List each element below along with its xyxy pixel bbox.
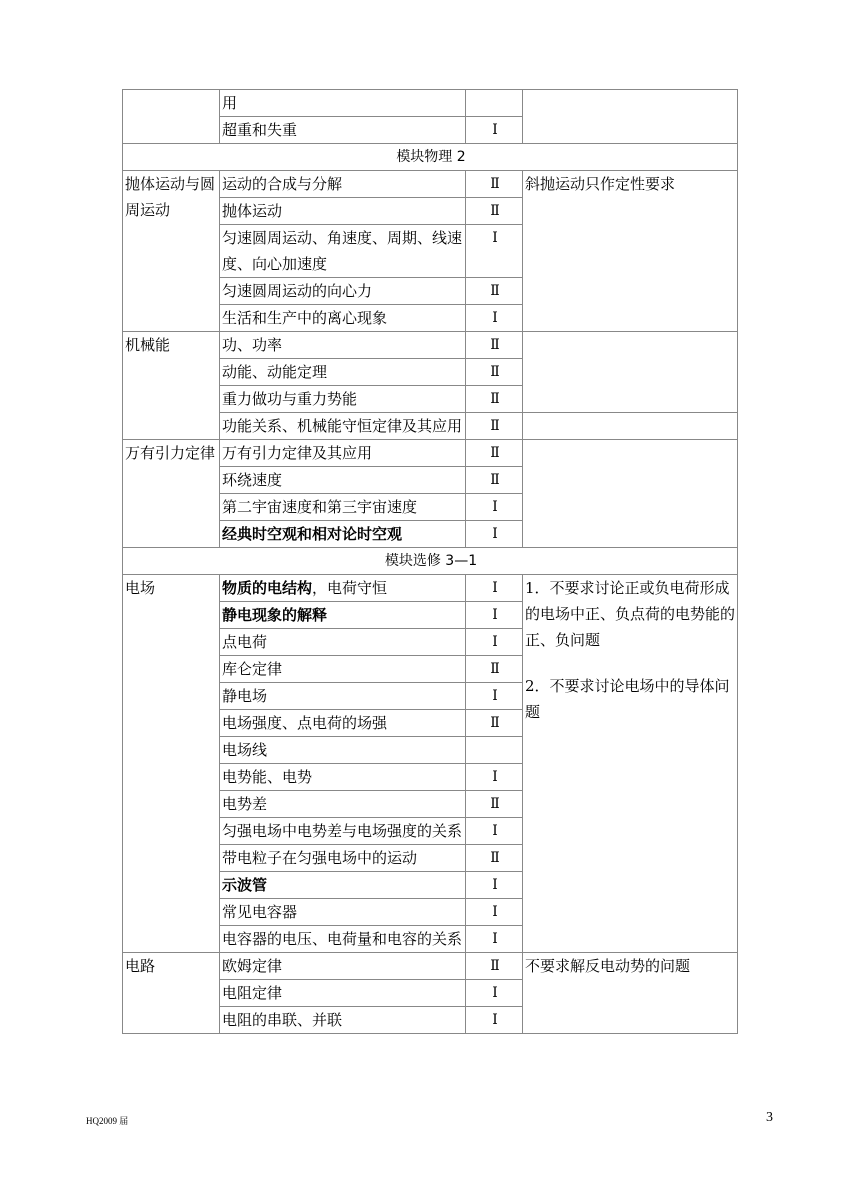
item-bold-text: 物质的电结构 [222, 579, 313, 597]
item-cell: 万有引力定律及其应用 [220, 440, 466, 467]
topic-cell: 万有引力定律 [123, 440, 220, 548]
level-cell: Ⅱ [466, 198, 523, 225]
item-cell: 抛体运动 [220, 198, 466, 225]
item-cell: 匀速圆周运动、角速度、周期、线速度、向心加速度 [220, 225, 466, 278]
item-cell: 电阻的串联、并联 [220, 1007, 466, 1034]
level-cell: Ⅰ [466, 818, 523, 845]
level-cell: Ⅱ [466, 845, 523, 872]
note-paragraph: 1．不要求讨论正或负电荷形成的电场中正、负点荷的电势能的正、负问题 [525, 579, 736, 649]
item-cell: 电势差 [220, 791, 466, 818]
level-cell: Ⅰ [466, 629, 523, 656]
item-cell: 用 [220, 90, 466, 117]
item-cell: 动能、动能定理 [220, 359, 466, 386]
note-paragraph: 2．不要求讨论电场中的导体问题 [525, 677, 730, 721]
table-row [123, 440, 738, 467]
table-row [123, 90, 738, 117]
topic-cell: 电场 [123, 575, 220, 953]
item-cell: 功、功率 [220, 332, 466, 359]
item-cell: 生活和生产中的离心现象 [220, 305, 466, 332]
note-cell [523, 413, 738, 440]
level-cell: Ⅱ [466, 332, 523, 359]
level-cell: Ⅰ [466, 521, 523, 548]
note-cell [523, 332, 738, 413]
level-cell: Ⅰ [466, 872, 523, 899]
topic-cell: 电路 [123, 953, 220, 1034]
note-cell: 不要求解反电动势的问题 [523, 953, 738, 1034]
item-cell: 电阻定律 [220, 980, 466, 1007]
level-cell: Ⅰ [466, 305, 523, 332]
note-cell [523, 90, 738, 144]
item-cell: 示波管 [220, 872, 466, 899]
level-cell [466, 737, 523, 764]
note-cell [523, 575, 738, 953]
level-cell: Ⅰ [466, 494, 523, 521]
item-cell: 匀强电场中电势差与电场强度的关系 [220, 818, 466, 845]
level-cell: Ⅱ [466, 791, 523, 818]
item-cell: 常见电容器 [220, 899, 466, 926]
item-cell: 功能关系、机械能守恒定律及其应用 [220, 413, 466, 440]
module-row [123, 548, 738, 575]
level-cell: Ⅱ [466, 953, 523, 980]
level-cell: Ⅰ [466, 683, 523, 710]
item-cell: 电场强度、点电荷的场强 [220, 710, 466, 737]
item-cell: 运动的合成与分解 [220, 171, 466, 198]
level-cell: Ⅱ [466, 710, 523, 737]
level-cell: Ⅱ [466, 386, 523, 413]
item-cell: 重力做功与重力势能 [220, 386, 466, 413]
table-row [123, 171, 738, 198]
table-row [123, 953, 738, 980]
module-title: 模块选修 3—1 [123, 548, 738, 575]
level-cell: Ⅰ [466, 117, 523, 144]
note-cell [523, 440, 738, 548]
level-cell: Ⅰ [466, 899, 523, 926]
level-cell: Ⅱ [466, 171, 523, 198]
level-cell: Ⅱ [466, 413, 523, 440]
item-text: ，电荷守恒 [312, 579, 388, 597]
level-cell: Ⅱ [466, 359, 523, 386]
level-cell [466, 90, 523, 117]
item-cell: 电势能、电势 [220, 764, 466, 791]
item-cell: 超重和失重 [220, 117, 466, 144]
module-row [123, 144, 738, 171]
topic-cell [123, 90, 220, 144]
topic-cell: 机械能 [123, 332, 220, 440]
item-cell [220, 575, 466, 602]
level-cell: Ⅰ [466, 602, 523, 629]
item-cell: 经典时空观和相对论时空观 [220, 521, 466, 548]
table-row [123, 575, 738, 602]
item-cell: 第二宇宙速度和第三宇宙速度 [220, 494, 466, 521]
footer-label: HQ2009 届 [86, 1116, 129, 1126]
level-cell: Ⅱ [466, 440, 523, 467]
level-cell: Ⅱ [466, 278, 523, 305]
syllabus-table [122, 89, 738, 1034]
level-cell: Ⅰ [466, 1007, 523, 1034]
level-cell: Ⅱ [466, 656, 523, 683]
module-title: 模块物理 2 [123, 144, 738, 171]
note-cell: 斜抛运动只作定性要求 [523, 171, 738, 332]
item-cell: 环绕速度 [220, 467, 466, 494]
item-cell: 匀速圆周运动的向心力 [220, 278, 466, 305]
item-cell: 点电荷 [220, 629, 466, 656]
topic-cell: 抛体运动与圆周运动 [123, 171, 220, 332]
level-cell: Ⅰ [466, 926, 523, 953]
table-row [123, 332, 738, 359]
level-cell: Ⅰ [466, 764, 523, 791]
item-cell: 带电粒子在匀强电场中的运动 [220, 845, 466, 872]
item-cell: 静电场 [220, 683, 466, 710]
item-cell: 电场线 [220, 737, 466, 764]
page-number: 3 [766, 1110, 773, 1125]
level-cell: Ⅱ [466, 467, 523, 494]
level-cell: Ⅰ [466, 225, 523, 278]
item-cell: 欧姆定律 [220, 953, 466, 980]
item-cell: 电容器的电压、电荷量和电容的关系 [220, 926, 466, 953]
item-cell: 库仑定律 [220, 656, 466, 683]
level-cell: Ⅰ [466, 575, 523, 602]
level-cell: Ⅰ [466, 980, 523, 1007]
item-cell: 静电现象的解释 [220, 602, 466, 629]
